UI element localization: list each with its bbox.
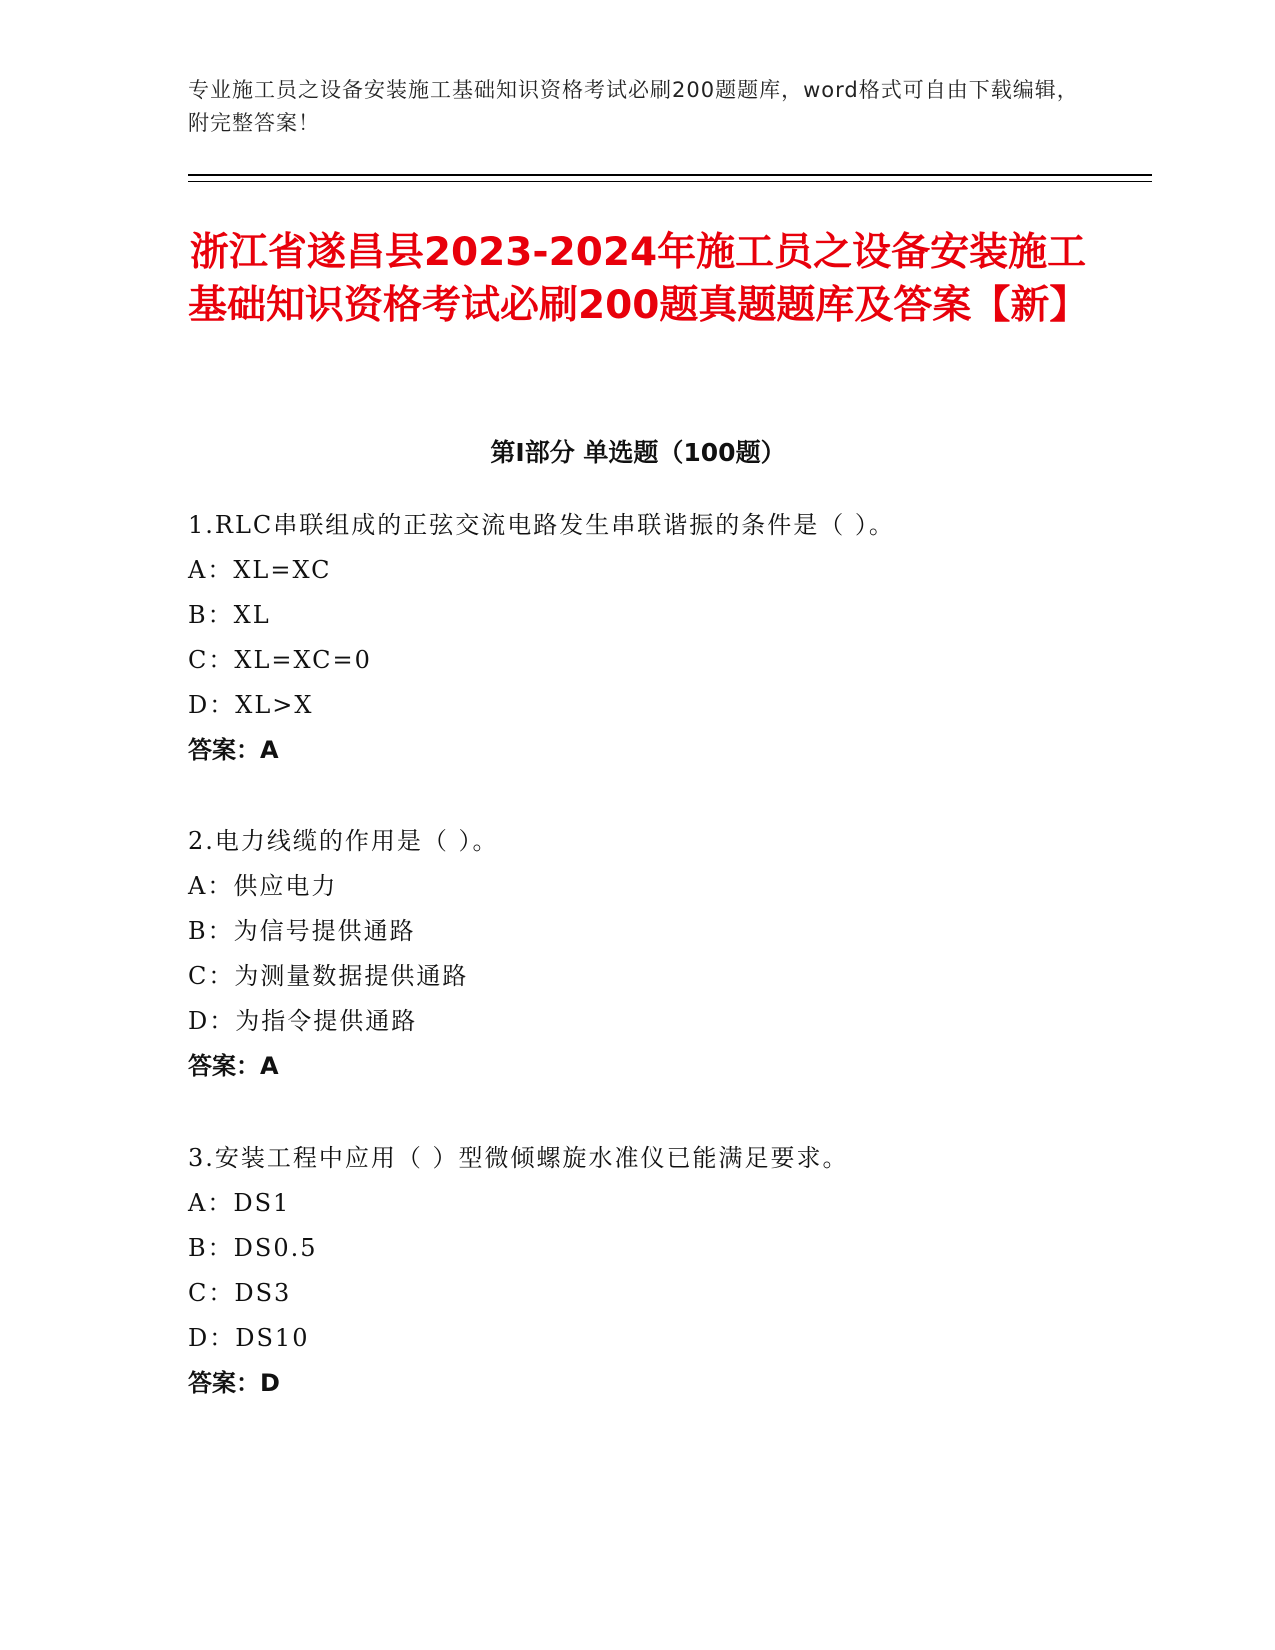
option-c: C：为测量数据提供通路: [188, 962, 469, 990]
option-a: A：供应电力: [188, 872, 338, 900]
option-c: C：XL=XC=0: [188, 646, 372, 674]
question-3: [188, 1136, 1118, 1406]
header-rule-thin: [188, 181, 1152, 182]
document-title: 浙江省遂昌县2023-2024年施工员之设备安装施工基础知识资格考试必刷200题真题题库及答案【新】: [188, 230, 1089, 328]
option-a: A：XL=XC: [188, 556, 332, 584]
option-d: D：为指令提供通路: [188, 1007, 418, 1035]
answer-line: 答案：A: [188, 1052, 279, 1080]
option-b: B：DS0.5: [188, 1234, 318, 1262]
option-d: D：XL>X: [188, 691, 314, 719]
question-2: [188, 819, 1118, 1089]
header-rule-thick: [188, 174, 1152, 176]
option-b: B：XL: [188, 601, 271, 629]
answer-line: 答案：A: [188, 736, 279, 764]
section-heading: 第I部分 单选题（100题）: [490, 438, 786, 467]
question-stem: 1.RLC串联组成的正弦交流电路发生串联谐振的条件是（ ）。: [188, 511, 895, 539]
option-a: A：DS1: [188, 1189, 291, 1217]
header-note: 专业施工员之设备安装施工基础知识资格考试必刷200题题库，word格式可自由下载编辑，附完整答案！: [188, 78, 1079, 135]
option-b: B：为信号提供通路: [188, 917, 416, 945]
answer-line: 答案：D: [188, 1369, 280, 1397]
question-stem: 2.电力线缆的作用是（ ）。: [188, 827, 499, 855]
question-stem: 3.安装工程中应用（ ）型微倾螺旋水准仪已能满足要求。: [188, 1144, 849, 1172]
question-1: [188, 503, 1118, 773]
option-c: C：DS3: [188, 1279, 292, 1307]
option-d: D：DS10: [188, 1324, 310, 1352]
